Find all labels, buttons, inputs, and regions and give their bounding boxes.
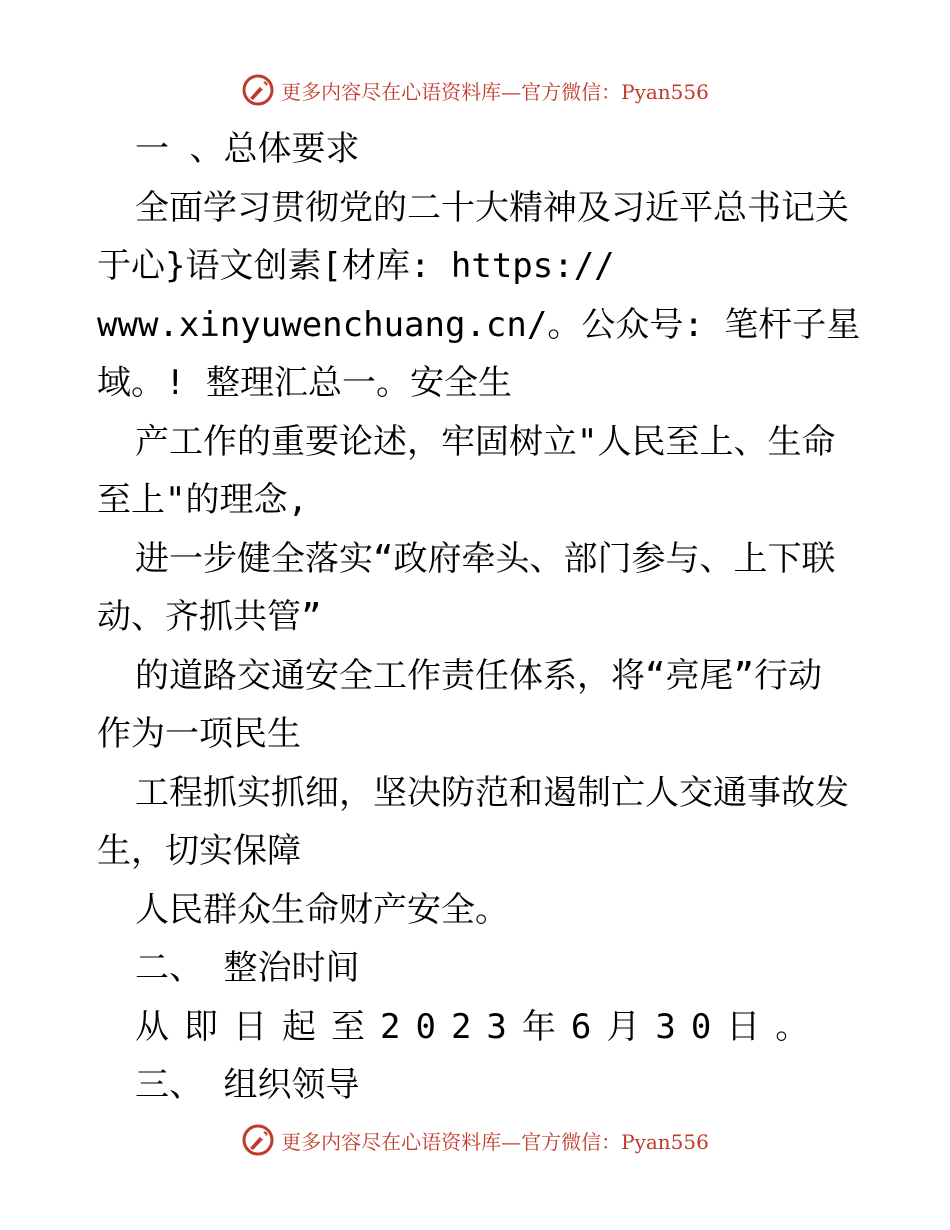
doc-line: 动、齐抓共管” <box>97 597 322 637</box>
header-watermark-banner <box>0 70 950 110</box>
quill-seal-icon <box>241 1123 275 1157</box>
banner-text: 更多内容尽在心语资料库—官方微信： <box>281 1129 622 1154</box>
doc-line: 全面学习贯彻党的二十大精神及习近平总书记关 <box>135 187 849 228</box>
wechat-id: Pyan556 <box>621 79 709 104</box>
doc-line-date: 从即日起至2023年6月30日。 <box>135 1006 825 1047</box>
document-body <box>97 120 867 1115</box>
doc-line: 生，切实保障 <box>97 831 301 871</box>
doc-line: 域。! 整理汇总一。安全生 <box>97 363 512 403</box>
doc-line: 作为一项民生 <box>97 714 301 754</box>
banner-label <box>281 76 709 105</box>
doc-line: 进一步健全落实“政府牵头、部门参与、上下联 <box>135 538 836 579</box>
footer-watermark-banner <box>0 1120 950 1160</box>
quill-seal-icon <box>241 73 275 107</box>
doc-line-heading-1: 一 、总体要求 <box>135 129 360 169</box>
banner-label <box>281 1126 709 1155</box>
banner-text: 更多内容尽在心语资料库—官方微信： <box>281 79 622 104</box>
doc-line: 至上"的理念, <box>97 480 308 520</box>
wechat-id: Pyan556 <box>621 1129 709 1154</box>
doc-line-heading-2: 二、 整治时间 <box>135 948 360 988</box>
doc-line-heading-3: 三、 组织领导 <box>135 1065 360 1105</box>
doc-line: 于心}语文创素[材库: https:// <box>97 246 615 286</box>
doc-line: 的道路交通安全工作责任体系，将“亮尾”行动 <box>135 655 822 696</box>
doc-line: 工程抓实抓细，坚决防范和遏制亡人交通事故发 <box>135 772 849 813</box>
doc-line: 产工作的重要论述，牢固树立"人民至上、生命 <box>135 421 836 462</box>
doc-line: www.xinyuwenchuang.cn/。公众号: 笔杆子星 <box>97 304 861 345</box>
doc-line: 人民群众生命财产安全。 <box>135 889 509 930</box>
